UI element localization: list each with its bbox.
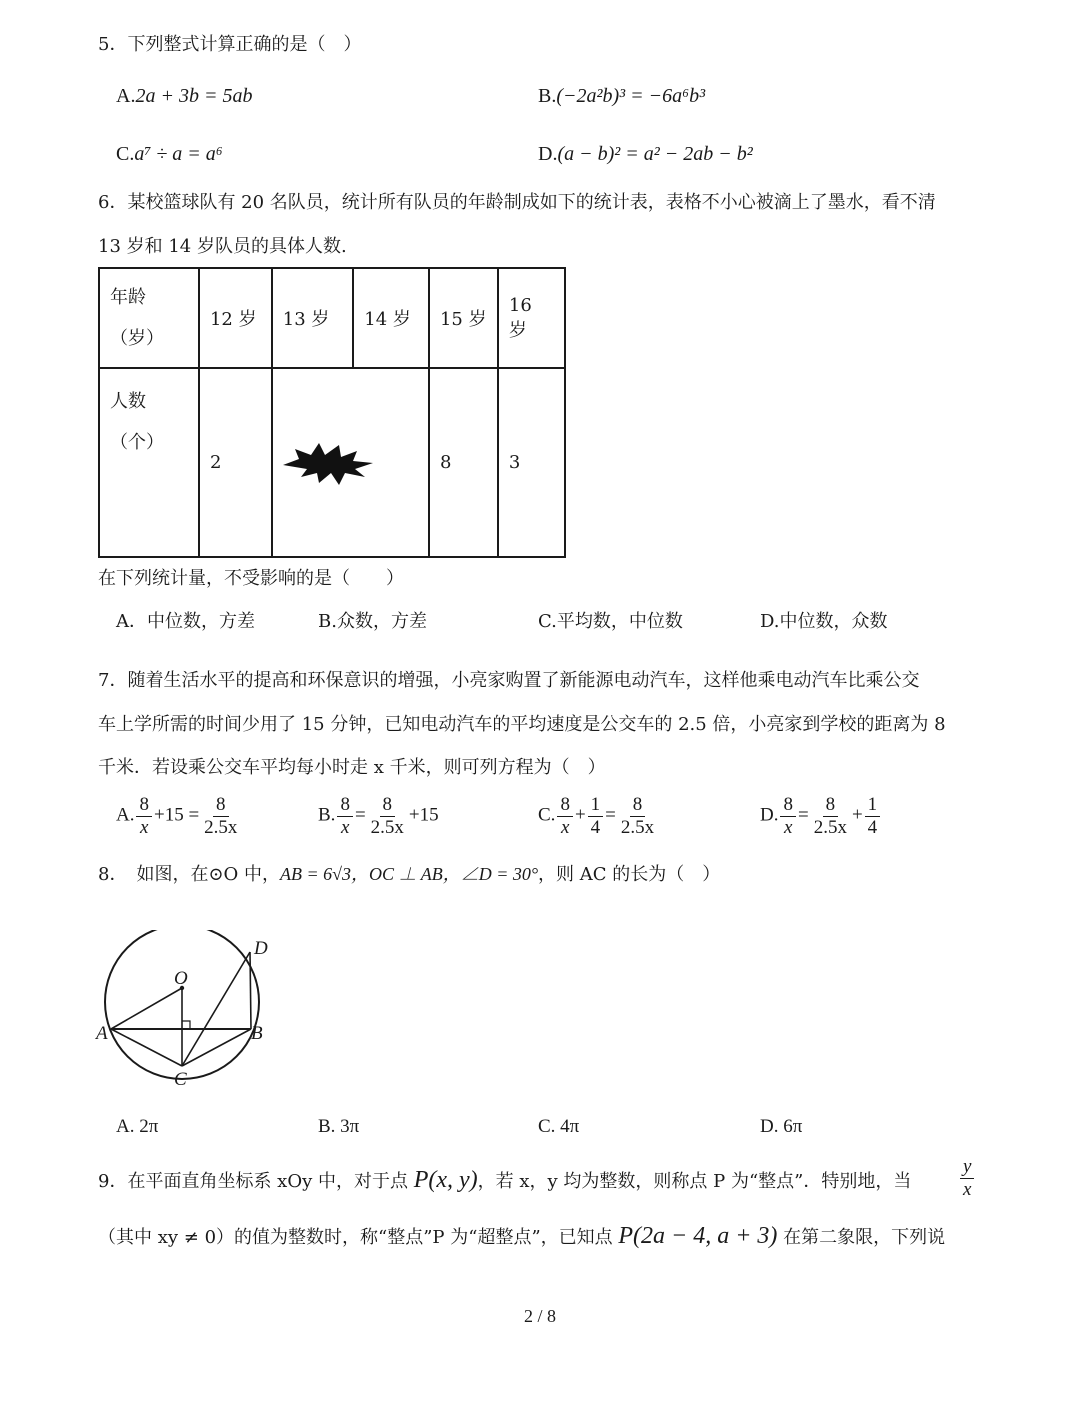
q6-option-c: C.平均数，中位数 — [538, 611, 683, 632]
label-c: C — [174, 1069, 187, 1090]
q7-b-label: B. — [318, 804, 336, 826]
label-o: O — [174, 968, 188, 989]
q9-line2-prefix: （其中 xy ≠ 0）的值为整数时，称“整点”P 为“超整点”，已知点 — [98, 1227, 619, 1248]
fraction — [337, 794, 353, 839]
fraction-numerator: 8 — [630, 794, 646, 817]
header-label-cell — [99, 268, 199, 368]
circle-geometry-diagram — [94, 930, 294, 1090]
q9-line1 — [98, 1166, 911, 1195]
q7-line3: 千米．若设乘公交车平均每小时走 x 千米，则可列方程为（ ） — [98, 757, 606, 778]
label-d: D — [254, 938, 268, 959]
fraction-denominator: 4 — [590, 816, 601, 838]
q7-option-d — [760, 794, 882, 839]
q5-option-a-label: A. — [116, 85, 136, 107]
operator: + — [851, 804, 863, 826]
operator: +15 — [408, 804, 439, 826]
fraction-denominator: x — [140, 816, 149, 838]
fraction-denominator: x — [340, 816, 350, 838]
fraction — [960, 1156, 974, 1201]
page-number: 2 / 8 — [523, 1306, 556, 1326]
fraction-numerator: 1 — [588, 794, 604, 817]
header-label-line1: 年龄 — [110, 286, 146, 308]
age-cell: 14 岁 — [353, 268, 429, 368]
q8-condition-angle: ，∠D = 30° — [442, 864, 539, 884]
q8-stem-suffix: ，则 AC 的长为（ ） — [538, 864, 721, 885]
operator: = — [605, 804, 616, 826]
q8-option-d: D. 6π — [760, 1116, 803, 1137]
row-label-cell — [99, 368, 199, 557]
q6-option-d: D.中位数，众数 — [760, 611, 888, 632]
segment-oa — [111, 988, 182, 1029]
q8-stem-prefix: 8． 如图，在⊙O 中， — [98, 864, 281, 885]
q8-option-b: B. 3π — [318, 1116, 360, 1137]
operator: = — [354, 804, 366, 826]
q9-line1-middle: ，若 x，y 均为整数，则称点 P 为“整点”．特别地，当 — [477, 1171, 912, 1192]
q9-line2 — [98, 1222, 945, 1251]
fraction-numerator: 8 — [557, 794, 573, 817]
label-a: A — [96, 1023, 108, 1044]
table-count-row — [99, 368, 565, 557]
fraction-denominator: x — [560, 816, 570, 838]
q6-stem-line2: 13 岁和 14 岁队员的具体人数. — [98, 236, 347, 257]
q6-question: 在下列统计量，不受影响的是（ ） — [98, 568, 404, 589]
header-label-line2: （岁） — [110, 328, 164, 349]
q5-option-c — [116, 142, 223, 166]
age-cell: 16 岁 — [498, 268, 565, 368]
operator: + — [574, 804, 586, 826]
row-label-line2: （个） — [110, 432, 164, 454]
q5-option-d-expr: (a − b)² = a² − 2ab − b² — [557, 143, 753, 165]
fraction-numerator: 8 — [823, 794, 839, 817]
q8-option-c: C. 4π — [538, 1116, 580, 1137]
q7-c-label: C. — [538, 804, 556, 826]
operator: = — [797, 804, 809, 826]
fraction-numerator: 1 — [865, 794, 881, 817]
q7-option-c — [538, 794, 659, 839]
age-cell: 13 岁 — [272, 268, 353, 368]
age-cell: 15 岁 — [429, 268, 498, 368]
q9-line1-prefix: 9．在平面直角坐标系 xOy 中，对于点 — [98, 1171, 414, 1192]
q7-d-label: D. — [760, 804, 779, 826]
fraction — [811, 794, 850, 839]
row-label-line1: 人数 — [110, 391, 146, 412]
fraction-denominator: 2.5x — [204, 816, 238, 838]
fraction — [588, 794, 604, 839]
q7-option-a — [116, 794, 242, 839]
segment-cd — [182, 952, 250, 1066]
fraction-numerator: 8 — [380, 794, 396, 817]
q7-option-b — [318, 794, 439, 839]
segment-bd — [250, 952, 251, 1029]
q6-option-b: B.众数，方差 — [318, 611, 427, 632]
fraction — [780, 794, 796, 839]
fraction-numerator: y — [960, 1156, 974, 1179]
q9-line2-suffix: 在第二象限，下列说 — [777, 1227, 946, 1248]
fraction-denominator: 2.5x — [813, 816, 847, 838]
q8-stem — [98, 864, 720, 886]
q5-option-a-expr: 2a + 3b = 5ab — [135, 85, 253, 107]
fraction-denominator: 4 — [867, 816, 878, 838]
age-cell: 12 岁 — [199, 268, 272, 368]
fraction-numerator: 8 — [136, 794, 152, 817]
q5-option-d — [538, 142, 753, 166]
count-cell: 3 — [498, 368, 565, 557]
fraction — [557, 794, 573, 839]
ink-blot-cell — [272, 368, 429, 557]
fraction-numerator: 8 — [337, 794, 353, 817]
fraction — [201, 794, 240, 839]
fraction-denominator: x — [784, 816, 793, 838]
count-cell: 8 — [429, 368, 498, 557]
q8-option-a: A. 2π — [116, 1116, 159, 1137]
fraction — [865, 794, 881, 839]
fraction — [618, 794, 657, 839]
table-header-row — [99, 268, 565, 368]
q9-point-p: P(x, y) — [413, 1167, 478, 1193]
q5-option-b — [538, 84, 705, 108]
q7-line2: 车上学所需的时间少用了 15 分钟，已知电动汽车的平均速度是公交车的 2.5 倍，小亮家到学校的距离为 8 — [98, 714, 946, 735]
fraction — [136, 794, 152, 839]
q9-point-p-second: P(2a − 4, a + 3) — [618, 1223, 778, 1249]
q8-condition-oc: ，OC ⊥ AB — [351, 864, 443, 884]
q5-option-a — [116, 84, 252, 108]
q5-option-c-expr: a⁷ ÷ a = a⁶ — [134, 143, 223, 165]
q6-stem-line1: 6．某校篮球队有 20 名队员，统计所有队员的年龄制成如下的统计表，表格不小心被滴上了墨水，看不清 — [98, 192, 936, 213]
q7-a-label: A. — [116, 804, 135, 826]
q9-fraction-y-over-x — [958, 1156, 976, 1201]
label-b: B — [251, 1023, 263, 1044]
fraction-numerator: 8 — [780, 794, 796, 817]
fraction — [368, 794, 407, 839]
fraction-denominator: 2.5x — [620, 816, 655, 838]
count-cell: 2 — [199, 368, 272, 557]
ink-blot-icon — [281, 441, 381, 485]
q5-option-b-label: B. — [538, 85, 557, 107]
fraction-denominator: x — [963, 1178, 972, 1200]
q8-condition-ab: AB = 6√3 — [280, 864, 352, 884]
q5-stem: 5．下列整式计算正确的是（ ） — [98, 34, 362, 55]
right-angle-mark — [182, 1021, 190, 1029]
q5-option-b-expr: (−2a²b)³ = −6a⁶b³ — [556, 85, 706, 107]
fraction-numerator: 8 — [213, 794, 229, 817]
q6-option-a: A．中位数，方差 — [116, 611, 255, 632]
segment-ac — [111, 1029, 182, 1066]
operator: +15 = — [153, 804, 200, 826]
q5-option-c-label: C. — [116, 143, 135, 165]
age-statistics-table — [98, 267, 566, 558]
q5-option-d-label: D. — [538, 143, 558, 165]
fraction-denominator: 2.5x — [370, 816, 404, 838]
q7-line1: 7．随着生活水平的提高和环保意识的增强，小亮家购置了新能源电动汽车，这样他乘电动汽车比乘公交 — [98, 670, 920, 691]
